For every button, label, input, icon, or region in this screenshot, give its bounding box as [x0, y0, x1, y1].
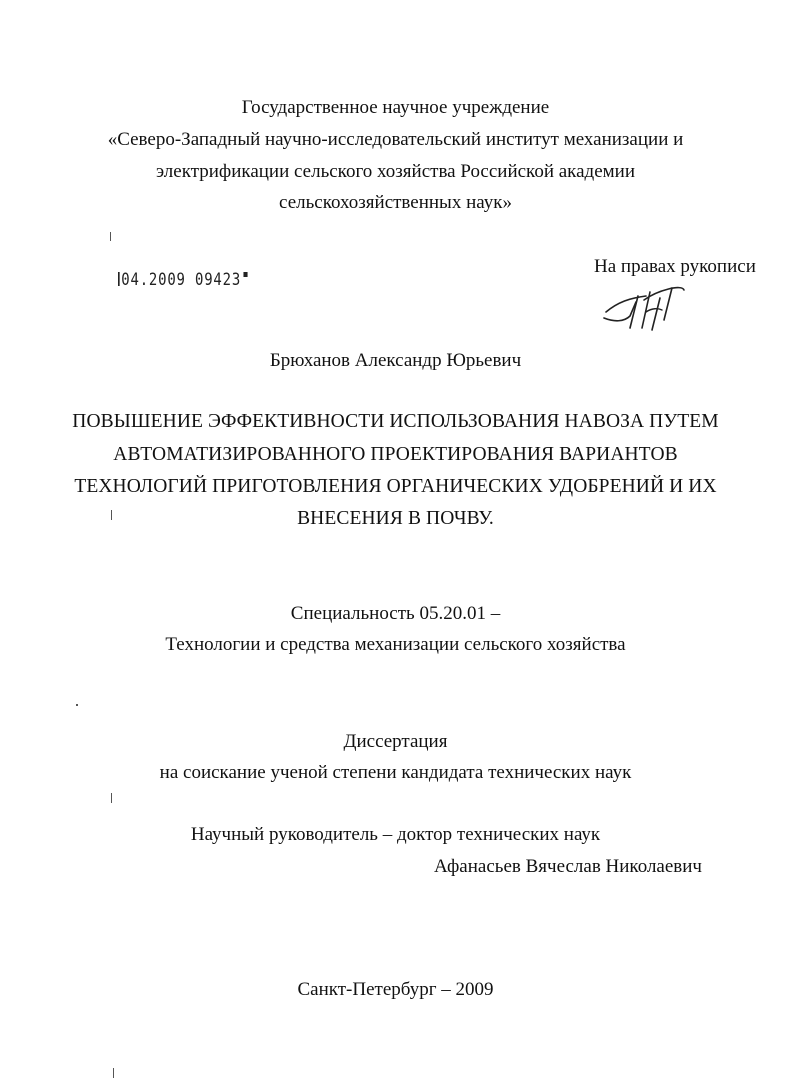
title-line-4: ВНЕСЕНИЯ В ПОЧВУ. [297, 508, 494, 529]
stamp-square [244, 272, 248, 277]
stamp-text: 04.2009 09423 [121, 270, 242, 290]
scan-dot [76, 704, 78, 706]
city-year: Санкт-Петербург – 2009 [297, 979, 494, 1000]
supervisor-role: Научный руководитель – доктор технических наук [190, 824, 601, 845]
stamp-bar-left [118, 272, 120, 286]
dissertation-purpose: на соискание ученой степени кандидата технических наук [159, 762, 632, 783]
supervisor-name: Афанасьев Вячеслав Николаевич [434, 856, 702, 877]
library-stamp-number [118, 270, 248, 290]
scan-mark [113, 1068, 114, 1078]
signature-image [600, 282, 690, 334]
institution-line-3: электрификации сельского хозяйства Российской академии [155, 161, 636, 182]
author-name: Брюханов Александр Юрьевич [269, 350, 522, 371]
institution-line-1: Государственное научное учреждение [241, 97, 550, 118]
scan-mark [111, 793, 112, 803]
institution-line-2: «Северо-Западный научно-исследовательский институт механизации и [107, 129, 684, 150]
title-line-3: ТЕХНОЛОГИЙ ПРИГОТОВЛЕНИЯ ОРГАНИЧЕСКИХ УДОБРЕНИЙ И ИХ [74, 476, 717, 497]
institution-line-4: сельскохозяйственных наук» [279, 192, 512, 213]
title-line-2: АВТОМАТИЗИРОВАННОГО ПРОЕКТИРОВАНИЯ ВАРИАНТОВ [113, 444, 678, 465]
title-line-1: ПОВЫШЕНИЕ ЭФФЕКТИВНОСТИ ИСПОЛЬЗОВАНИЯ НАВОЗА ПУТЕМ [72, 411, 719, 432]
specialty-code: Специальность 05.20.01 – [290, 603, 501, 624]
specialty-name: Технологии и средства механизации сельского хозяйства [165, 634, 626, 655]
dissertation-type: Диссертация [343, 731, 448, 752]
scan-mark [110, 232, 111, 241]
rights-note: На правах рукописи [594, 256, 756, 277]
